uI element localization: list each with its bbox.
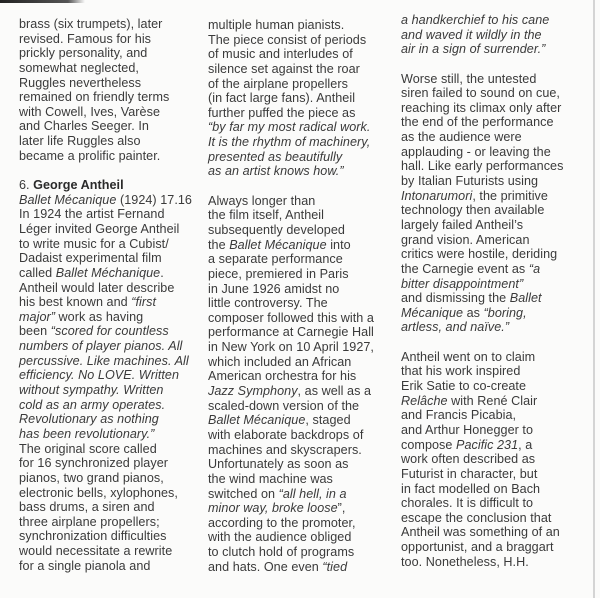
text-line — [208, 223, 374, 238]
text-run: three airplane propellers; — [19, 514, 160, 529]
text-line — [208, 252, 374, 267]
text-run: according to the promoter, — [208, 515, 356, 530]
text-run: Antheil was something of an — [401, 525, 560, 540]
text-run: Always longer than — [208, 193, 316, 208]
italic-text: “tied — [322, 559, 348, 574]
text-line — [401, 247, 563, 262]
text-line — [208, 238, 374, 253]
text-run: prickly personality, and — [19, 46, 148, 61]
text-run: as — [463, 305, 484, 320]
text-line — [208, 413, 374, 428]
text-line — [401, 203, 563, 218]
text-line — [208, 516, 374, 531]
text-line — [401, 189, 563, 204]
text-line — [208, 150, 374, 165]
text-run: the wind machine was — [208, 471, 333, 486]
text-run: would necessitate a rewrite — [19, 544, 173, 559]
text-line — [19, 500, 192, 515]
text-line — [19, 515, 192, 530]
text-line — [19, 442, 192, 457]
italic-text: numbers of player pianos. All — [19, 339, 183, 354]
text-run: with the audience obliged — [208, 530, 352, 545]
text-run: The original score called — [19, 441, 157, 456]
text-line — [19, 46, 192, 61]
text-run: reaching its climax only after — [401, 100, 562, 115]
text-line — [401, 496, 563, 511]
text-line — [19, 149, 192, 164]
text-run: became a prolific painter. — [19, 148, 161, 163]
text-run: of the airplane propellers — [208, 76, 348, 91]
text-line — [19, 193, 192, 208]
text-run: performance at Carnegie Hall — [208, 325, 374, 340]
text-line — [401, 540, 563, 555]
italic-text: “all hell, in a — [278, 486, 347, 501]
text-line — [19, 544, 192, 559]
text-line — [401, 28, 563, 43]
text-line — [19, 559, 192, 574]
text-line — [208, 62, 374, 77]
text-line — [208, 560, 374, 575]
text-run: little controversy. The — [208, 296, 328, 311]
text-run: subsequently developed — [208, 222, 345, 237]
text-run: silence set against the roar — [208, 61, 360, 76]
text-run: , a — [518, 437, 533, 452]
italic-text: without sympathy. Written — [19, 383, 164, 398]
text-run: Futurist in character, but — [401, 466, 538, 481]
text-run: composer followed this with a — [208, 310, 374, 325]
text-line — [401, 408, 563, 423]
text-run: the end of the performance — [401, 115, 554, 130]
text-line — [208, 399, 374, 414]
text-line — [208, 208, 374, 223]
text-line — [401, 555, 563, 570]
text-run: with Cowell, Ives, Varèse — [19, 104, 160, 119]
italic-text: and waved it wildly in the — [401, 27, 542, 42]
text-line — [19, 76, 192, 91]
text-line — [19, 339, 192, 354]
text-line — [19, 310, 192, 325]
text-line — [208, 530, 374, 545]
italic-text: “a — [528, 261, 541, 276]
text-run: . — [160, 265, 164, 280]
text-line — [208, 355, 374, 370]
text-line — [19, 266, 192, 281]
text-line — [19, 456, 192, 471]
text-line — [401, 306, 563, 321]
text-line — [19, 105, 192, 120]
text-run: the Carnegie event as — [401, 261, 529, 276]
text-run: Ruggles nevertheless — [19, 75, 142, 90]
text-line — [401, 525, 563, 540]
text-line — [19, 222, 192, 237]
text-run: , the primitive — [472, 188, 548, 203]
text-run: largely failed Antheil’s — [401, 217, 524, 232]
text-line — [208, 120, 374, 135]
text-run: a separate performance — [208, 252, 343, 267]
text-line — [19, 134, 192, 149]
text-run: for a single pianola and — [19, 558, 151, 573]
text-run: brass (six trumpets), later — [19, 17, 163, 31]
text-run: that his work inspired — [401, 364, 521, 379]
text-line — [401, 482, 563, 497]
text-run: scaled-down version of the — [208, 398, 360, 413]
text-line — [208, 428, 374, 443]
text-line — [208, 282, 374, 297]
text-run: as the audience were — [401, 130, 522, 145]
text-line — [19, 324, 192, 339]
text-line — [19, 90, 192, 105]
text-line — [401, 101, 563, 116]
text-line — [208, 47, 374, 62]
text-line — [208, 77, 374, 92]
text-run: and Francis Picabia, — [401, 408, 517, 423]
text-run: by Italian Futurists using — [401, 174, 539, 189]
text-run: electronic bells, xylophones, — [19, 485, 178, 500]
italic-text: cold as an army operates. — [19, 397, 166, 412]
italic-text: Mécanique — [401, 305, 464, 320]
text-line — [208, 194, 374, 209]
italic-text: minor way, broke loose — [208, 501, 338, 516]
paragraph-break — [208, 179, 374, 194]
text-line — [19, 178, 192, 193]
text-line — [401, 394, 563, 409]
text-run: (1924) 17.16 — [116, 192, 192, 207]
italic-text: Ballet — [509, 291, 542, 306]
text-line — [19, 368, 192, 383]
text-line — [208, 91, 374, 106]
text-line — [208, 487, 374, 502]
text-line — [401, 115, 563, 130]
text-line — [401, 452, 563, 467]
italic-text: has been revolutionary.” — [19, 426, 155, 441]
italic-text: Ballet Mécanique — [19, 192, 117, 207]
text-run: to write music for a Cubist/ — [19, 236, 169, 251]
italic-text: Pacific 231 — [456, 437, 519, 452]
text-line — [401, 130, 563, 145]
text-run: American orchestra for his — [208, 369, 357, 384]
text-line — [208, 18, 374, 33]
text-line — [208, 33, 374, 48]
text-run: bass drums, a siren and — [19, 500, 155, 515]
italic-text: Ballet Méchanique — [55, 265, 161, 280]
paragraph-break — [19, 163, 192, 178]
paragraph-break — [401, 335, 563, 350]
text-run: (in fact large fans). Antheil — [208, 91, 356, 106]
text-run: in fact modelled on Bach — [401, 481, 541, 496]
text-run: multiple human pianists. — [208, 18, 345, 32]
text-run: to clutch hold of programs — [208, 545, 355, 560]
text-run: and Charles Seeger. In — [19, 119, 149, 134]
text-run: the film itself, Antheil — [208, 208, 324, 223]
text-line — [401, 159, 563, 174]
text-column-1 — [19, 17, 192, 573]
text-run: hall. Like early performances — [401, 159, 564, 174]
text-run: Antheil went on to claim — [401, 349, 536, 364]
page-edge-line — [593, 0, 595, 598]
text-run: applauding - or leaving the — [401, 144, 551, 159]
text-line — [208, 311, 374, 326]
text-line — [208, 135, 374, 150]
text-line — [401, 72, 563, 87]
text-line — [401, 42, 563, 57]
text-run: , as well as a — [297, 384, 372, 399]
italic-text: as an artist knows how.” — [208, 164, 344, 179]
text-run: synchronization difficulties — [19, 529, 167, 544]
italic-text: Relâche — [401, 393, 448, 408]
text-run: Antheil would later describe — [19, 280, 175, 295]
text-run: siren failed to sound on cue, — [401, 86, 560, 101]
italic-text: efficiency. No LOVE. Written — [19, 368, 180, 383]
text-line — [19, 354, 192, 369]
text-line — [208, 267, 374, 282]
italic-text: Intonarumori — [401, 188, 473, 203]
text-run: pianos, two grand pianos, — [19, 470, 164, 485]
italic-text: major” — [19, 309, 55, 324]
italic-text: a handkerchief to his cane — [401, 13, 550, 27]
text-run: escape the conclusion that — [401, 510, 552, 525]
text-line — [401, 511, 563, 526]
text-run: opportunist, and a braggart — [401, 540, 554, 555]
italic-text: It is the rhythm of machinery, — [208, 135, 371, 150]
text-run: somewhat neglected, — [19, 60, 139, 75]
text-run: remained on friendly terms — [19, 90, 170, 105]
text-line — [19, 412, 192, 427]
text-line — [208, 325, 374, 340]
text-line — [401, 350, 563, 365]
italic-text: “scored for countless — [50, 324, 169, 339]
text-line — [401, 86, 563, 101]
text-line — [19, 17, 192, 32]
text-run: for 16 synchronized player — [19, 456, 169, 471]
text-run: grand vision. American — [401, 232, 530, 247]
text-line — [401, 291, 563, 306]
text-line — [401, 423, 563, 438]
text-run: in New York on 10 April 1927, — [208, 340, 374, 355]
text-run: with elaborate backdrops of — [208, 427, 364, 442]
paragraph-break — [401, 57, 563, 72]
text-line — [19, 61, 192, 76]
text-line — [401, 13, 563, 28]
text-line — [208, 164, 374, 179]
text-line — [19, 398, 192, 413]
text-column-3 — [401, 13, 563, 569]
text-line — [19, 486, 192, 501]
text-run: switched on — [208, 486, 279, 501]
text-run: of music and interludes of — [208, 47, 353, 62]
text-run: Dadaist experimental film — [19, 251, 162, 266]
text-run: in June 1926 amidst no — [208, 281, 340, 296]
text-run: and Arthur Honegger to — [401, 422, 534, 437]
text-line — [19, 207, 192, 222]
text-line — [401, 218, 563, 233]
text-line — [401, 262, 563, 277]
italic-text: air in a sign of surrender.” — [401, 42, 546, 57]
text-run: with René Clair — [447, 393, 538, 408]
text-line — [208, 340, 374, 355]
italic-text: artless, and naïve.” — [401, 320, 510, 335]
text-run: into — [326, 237, 351, 252]
italic-text: Ballet Mécanique — [229, 237, 327, 252]
text-line — [208, 296, 374, 311]
section-heading: George Antheil — [33, 178, 124, 193]
text-line — [401, 174, 563, 189]
text-run: In 1924 the artist Fernand — [19, 207, 165, 222]
text-run: Erik Satie to co-create — [401, 379, 527, 394]
text-line — [401, 364, 563, 379]
text-run: been — [19, 324, 51, 339]
text-line — [19, 471, 192, 486]
text-run: 6. — [19, 178, 34, 193]
text-line — [19, 32, 192, 47]
text-line — [19, 119, 192, 134]
scan-edge-shadow — [0, 0, 85, 3]
text-line — [19, 281, 192, 296]
text-run: the — [208, 237, 230, 252]
text-line — [401, 320, 563, 335]
italic-text: “boring, — [483, 305, 527, 320]
italic-text: “first — [131, 295, 157, 310]
text-line — [19, 529, 192, 544]
italic-text: Ballet Mécanique — [208, 413, 306, 428]
text-column-2 — [208, 18, 374, 574]
text-line — [401, 438, 563, 453]
text-run: ”, — [337, 501, 346, 516]
text-run: piece, premiered in Paris — [208, 266, 349, 281]
text-run: , staged — [305, 413, 351, 428]
text-line — [401, 379, 563, 394]
text-run: machines and skyscrapers. — [208, 442, 362, 457]
text-run: further puffed the piece as — [208, 105, 356, 120]
text-run: Worse still, the untested — [401, 71, 537, 86]
text-line — [208, 106, 374, 121]
text-run: his best known and — [19, 295, 132, 310]
text-line — [208, 443, 374, 458]
text-line — [401, 277, 563, 292]
text-run: compose — [401, 437, 456, 452]
italic-text: percussive. Like machines. All — [19, 353, 189, 368]
text-line — [208, 369, 374, 384]
text-run: too. Nonetheless, H.H. — [401, 554, 529, 569]
text-line — [19, 383, 192, 398]
text-run: work as having — [54, 309, 144, 324]
italic-text: “by far my most radical work. — [208, 120, 371, 135]
text-run: later life Ruggles also — [19, 134, 141, 149]
italic-text: bitter disappointment” — [401, 276, 524, 291]
italic-text: presented as beautifully — [208, 149, 343, 164]
italic-text: Jazz Symphony — [208, 384, 298, 399]
text-line — [208, 545, 374, 560]
text-line — [401, 145, 563, 160]
text-line — [19, 427, 192, 442]
text-line — [208, 472, 374, 487]
text-line — [19, 237, 192, 252]
text-run: chorales. It is difficult to — [401, 496, 534, 511]
text-line — [19, 251, 192, 266]
text-line — [208, 501, 374, 516]
text-run: The piece consist of periods — [208, 32, 367, 47]
text-run: Léger invited George Antheil — [19, 221, 180, 236]
text-run: and dismissing the — [401, 291, 510, 306]
text-line — [19, 295, 192, 310]
text-run: and hats. One even — [208, 559, 323, 574]
italic-text: Revolutionary as nothing — [19, 412, 159, 427]
text-run: critics were hostile, deriding — [401, 247, 558, 262]
text-line — [208, 384, 374, 399]
text-run: called — [19, 265, 56, 280]
text-run: Unfortunately as soon as — [208, 457, 349, 472]
text-run: technology then available — [401, 203, 545, 218]
text-line — [208, 457, 374, 472]
text-line — [401, 233, 563, 248]
text-run: revised. Famous for his — [19, 31, 152, 46]
text-run: which included an African — [208, 354, 352, 369]
text-line — [401, 467, 563, 482]
text-run: work often described as — [401, 452, 536, 467]
